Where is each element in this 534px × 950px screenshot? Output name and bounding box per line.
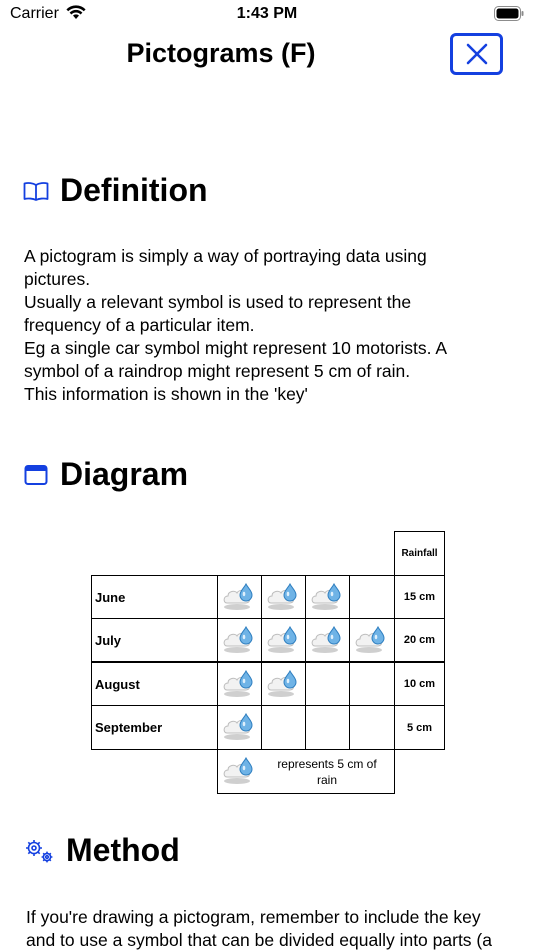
page-title: Pictograms (F)	[126, 38, 316, 68]
definition-line: Usually a relevant symbol is used to represent the	[24, 292, 412, 312]
symbol-cell	[305, 575, 350, 619]
raindrop-icon	[310, 581, 346, 618]
symbol-cell	[261, 662, 306, 706]
method-line: and to use a symbol that can be divided equally into parts (a	[26, 930, 492, 950]
definition-heading	[22, 172, 208, 209]
symbol-cell	[305, 618, 350, 662]
symbol-cell	[217, 575, 262, 619]
status-time: 1:43 PM	[236, 5, 298, 22]
row-value-july: 20 cm	[394, 618, 445, 662]
raindrop-icon	[222, 755, 258, 789]
raindrop-icon	[222, 711, 258, 748]
definition-line: Eg a single car symbol might represent 10 motorists. A	[24, 338, 448, 358]
symbol-cell	[261, 575, 306, 619]
definition-title: Definition	[60, 172, 208, 208]
symbol-cell	[217, 662, 262, 706]
symbol-cell	[217, 618, 262, 662]
row-value-august: 10 cm	[394, 662, 445, 706]
definition-line: symbol of a raindrop might represent 5 cm of rain.	[24, 361, 411, 381]
status-bar	[0, 0, 534, 28]
row-value-september: 5 cm	[394, 705, 445, 750]
definition-line: frequency of a particular item.	[24, 315, 255, 335]
close-button[interactable]	[450, 33, 503, 75]
diagram-title: Diagram	[60, 456, 189, 492]
raindrop-icon	[266, 581, 302, 618]
symbol-cell	[305, 705, 350, 750]
symbol-cell	[261, 618, 306, 662]
raindrop-icon	[222, 624, 258, 661]
diagram-heading	[22, 456, 188, 493]
table-header-rainfall: Rainfall	[394, 531, 445, 576]
carrier-label: Carrier	[10, 5, 59, 22]
row-label-september: September	[91, 705, 218, 750]
key-label: represents 5 cm of rain	[277, 756, 377, 787]
method-text	[26, 906, 531, 950]
symbol-cell	[349, 662, 395, 706]
row-label-june: June	[91, 575, 218, 619]
method-heading	[22, 832, 180, 869]
row-label-july: July	[91, 618, 218, 662]
row-label-august: August	[91, 662, 218, 706]
raindrop-icon	[266, 624, 302, 661]
symbol-cell	[349, 575, 395, 619]
raindrop-icon	[354, 624, 390, 661]
symbol-cell	[217, 705, 262, 750]
raindrop-icon	[266, 668, 302, 705]
pictogram-key	[217, 749, 395, 794]
raindrop-icon	[222, 581, 258, 618]
method-title: Method	[66, 832, 180, 868]
definition-line: pictures.	[24, 269, 91, 289]
definition-line: A pictogram is simply a way of portraying data using	[24, 246, 427, 266]
symbol-cell	[305, 662, 350, 706]
row-value-june: 15 cm	[394, 575, 445, 619]
symbol-cell	[349, 705, 395, 750]
close-icon	[466, 43, 488, 65]
definition-line: This information is shown in the 'key'	[24, 384, 308, 404]
raindrop-icon	[222, 668, 258, 705]
book-icon	[22, 177, 50, 205]
symbol-cell	[261, 705, 306, 750]
window-icon	[22, 461, 50, 489]
definition-text	[24, 245, 514, 406]
gears-icon	[22, 837, 56, 865]
symbol-cell	[349, 618, 395, 662]
pictogram-diagram	[91, 531, 445, 794]
method-line: If you're drawing a pictogram, remember to include the key	[26, 907, 481, 927]
battery-icon	[494, 6, 524, 26]
raindrop-icon	[310, 624, 346, 661]
